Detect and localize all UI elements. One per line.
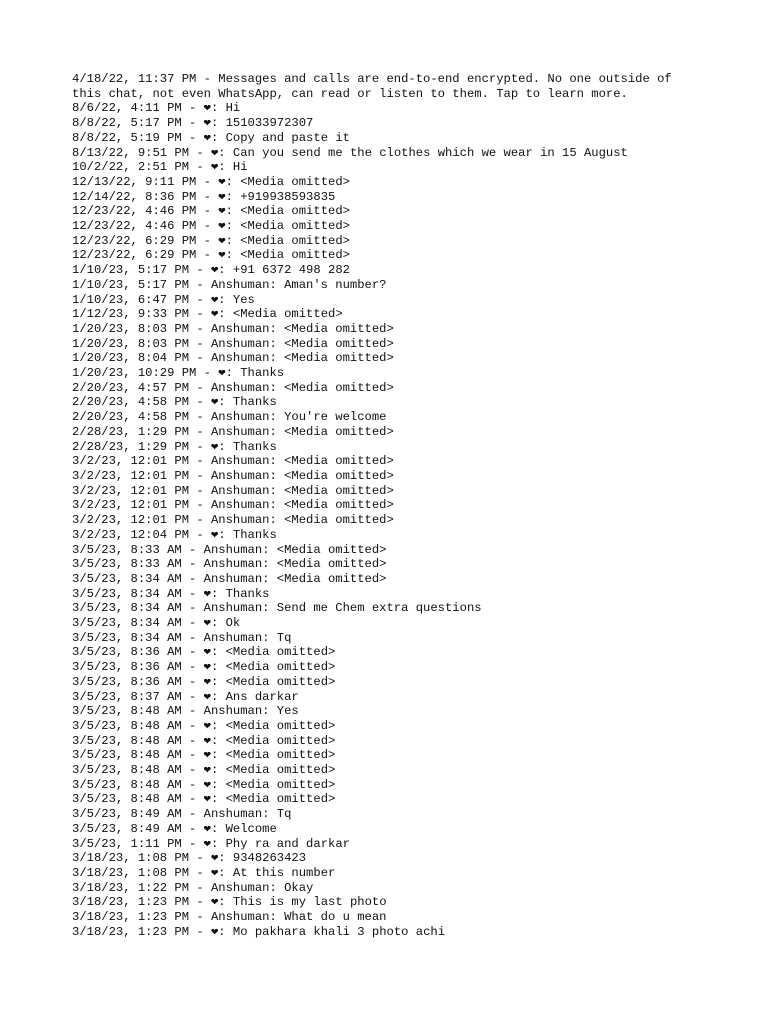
chat-line: 3/5/23, 8:33 AM - Anshuman: <Media omitted>	[72, 542, 387, 557]
chat-line: 3/5/23, 8:48 AM - ❤: <Media omitted>	[72, 733, 336, 748]
chat-line: 1/20/23, 10:29 PM - ❤: Thanks	[72, 366, 285, 381]
chat-line: 2/20/23, 4:58 PM - ❤: Thanks	[72, 395, 277, 410]
chat-line: 3/5/23, 8:49 AM - Anshuman: Tq	[72, 807, 292, 822]
chat-line: 10/2/22, 2:51 PM - ❤: Hi	[72, 160, 248, 175]
chat-line: 2/28/23, 1:29 PM - Anshuman: <Media omitted>	[72, 424, 394, 439]
chat-line: 12/23/22, 6:29 PM - ❤: <Media omitted>	[72, 233, 350, 248]
chat-line: 3/2/23, 12:01 PM - Anshuman: <Media omitted>	[72, 483, 394, 498]
chat-line: 12/23/22, 6:29 PM - ❤: <Media omitted>	[72, 248, 350, 263]
chat-line: 12/23/22, 4:46 PM - ❤: <Media omitted>	[72, 204, 350, 219]
chat-line: 8/8/22, 5:19 PM - ❤: Copy and paste it	[72, 130, 350, 145]
chat-line: 3/18/23, 1:08 PM - ❤: 9348263423	[72, 851, 307, 866]
chat-line: 3/5/23, 8:34 AM - Anshuman: Send me Chem extra questions	[72, 601, 482, 616]
chat-line: 3/5/23, 8:48 AM - ❤: <Media omitted>	[72, 763, 336, 778]
chat-export-text	[72, 72, 692, 939]
chat-line: 1/10/23, 5:17 PM - ❤: +91 6372 498 282	[72, 263, 350, 278]
chat-line: 4/18/22, 11:37 PM - Messages and calls are end-to-end encrypted. No one outside of	[72, 72, 672, 86]
chat-line: 3/2/23, 12:01 PM - Anshuman: <Media omitted>	[72, 468, 394, 483]
chat-line: 1/12/23, 9:33 PM - ❤: <Media omitted>	[72, 307, 343, 322]
chat-line: 12/13/22, 9:11 PM - ❤: <Media omitted>	[72, 174, 350, 189]
chat-line: 3/5/23, 8:48 AM - ❤: <Media omitted>	[72, 718, 336, 733]
chat-line: 8/13/22, 9:51 PM - ❤: Can you send me the clothes which we wear in 15 August	[72, 145, 628, 160]
chat-line: 3/5/23, 8:48 AM - ❤: <Media omitted>	[72, 777, 336, 792]
chat-line: 3/18/23, 1:08 PM - ❤: At this number	[72, 865, 336, 880]
chat-line: 3/5/23, 8:49 AM - ❤: Welcome	[72, 821, 277, 836]
chat-line: 8/8/22, 5:17 PM - ❤: 151033972307	[72, 116, 314, 131]
chat-line: 8/6/22, 4:11 PM - ❤: Hi	[72, 101, 241, 116]
chat-line: 1/20/23, 8:04 PM - Anshuman: <Media omitted>	[72, 351, 394, 366]
chat-line: 3/2/23, 12:04 PM - ❤: Thanks	[72, 527, 277, 542]
chat-line: 2/20/23, 4:57 PM - Anshuman: <Media omitted>	[72, 380, 394, 395]
chat-line: 3/5/23, 8:48 AM - ❤: <Media omitted>	[72, 792, 336, 807]
chat-line: this chat, not even WhatsApp, can read or listen to them. Tap to learn more.	[72, 86, 628, 101]
chat-line: 3/18/23, 1:23 PM - ❤: This is my last photo	[72, 895, 387, 910]
chat-line: 3/5/23, 8:37 AM - ❤: Ans darkar	[72, 689, 299, 704]
chat-line: 1/10/23, 6:47 PM - ❤: Yes	[72, 292, 255, 307]
chat-line: 3/5/23, 8:36 AM - ❤: <Media omitted>	[72, 645, 336, 660]
chat-line: 1/20/23, 8:03 PM - Anshuman: <Media omitted>	[72, 336, 394, 351]
chat-line: 3/5/23, 8:33 AM - Anshuman: <Media omitted>	[72, 557, 387, 572]
chat-line: 3/5/23, 8:36 AM - ❤: <Media omitted>	[72, 660, 336, 675]
chat-line: 3/5/23, 1:11 PM - ❤: Phy ra and darkar	[72, 836, 350, 851]
chat-line: 3/2/23, 12:01 PM - Anshuman: <Media omitted>	[72, 454, 394, 469]
chat-line: 1/10/23, 5:17 PM - Anshuman: Aman's number?	[72, 277, 387, 292]
chat-line: 3/18/23, 1:22 PM - Anshuman: Okay	[72, 880, 314, 895]
chat-line: 3/5/23, 8:36 AM - ❤: <Media omitted>	[72, 674, 336, 689]
document-page	[72, 72, 692, 939]
chat-line: 3/18/23, 1:23 PM - ❤: Mo pakhara khali 3 photo achi	[72, 924, 446, 939]
chat-line: 3/5/23, 8:48 AM - ❤: <Media omitted>	[72, 748, 336, 763]
chat-line: 1/20/23, 8:03 PM - Anshuman: <Media omitted>	[72, 321, 394, 336]
chat-line: 12/23/22, 4:46 PM - ❤: <Media omitted>	[72, 219, 350, 234]
chat-line: 3/5/23, 8:34 AM - ❤: Ok	[72, 616, 241, 631]
chat-line: 3/5/23, 8:48 AM - Anshuman: Yes	[72, 704, 299, 719]
chat-line: 3/18/23, 1:23 PM - Anshuman: What do u mean	[72, 910, 387, 925]
chat-line: 2/28/23, 1:29 PM - ❤: Thanks	[72, 439, 277, 454]
chat-line: 3/2/23, 12:01 PM - Anshuman: <Media omitted>	[72, 498, 394, 513]
chat-line: 3/5/23, 8:34 AM - ❤: Thanks	[72, 586, 270, 601]
chat-line: 3/5/23, 8:34 AM - Anshuman: <Media omitted>	[72, 571, 387, 586]
chat-line: 3/2/23, 12:01 PM - Anshuman: <Media omitted>	[72, 513, 394, 528]
chat-line: 3/5/23, 8:34 AM - Anshuman: Tq	[72, 630, 292, 645]
chat-line: 2/20/23, 4:58 PM - Anshuman: You're welcome	[72, 410, 387, 425]
chat-line: 12/14/22, 8:36 PM - ❤: +919938593835	[72, 189, 336, 204]
